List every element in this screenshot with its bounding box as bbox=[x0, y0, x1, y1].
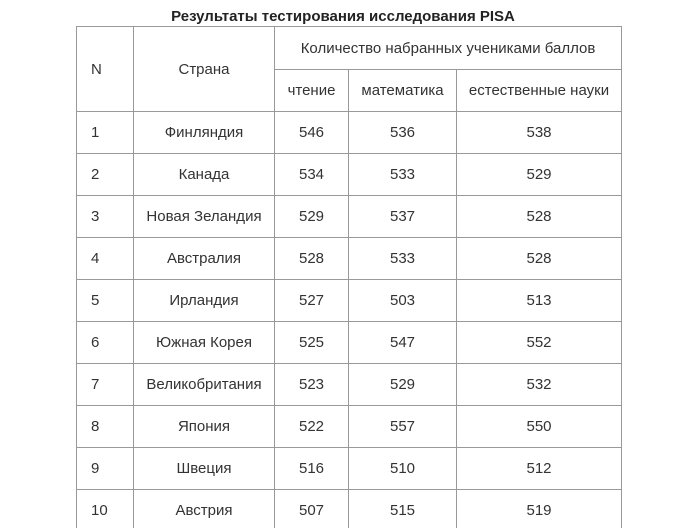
table-row bbox=[77, 238, 622, 280]
header-science: естественные науки bbox=[457, 70, 622, 112]
cell-science: 513 bbox=[457, 280, 622, 322]
cell-science: 550 bbox=[457, 406, 622, 448]
cell-country: Великобритания bbox=[134, 364, 275, 406]
cell-science: 529 bbox=[457, 154, 622, 196]
cell-number: 10 bbox=[77, 490, 134, 528]
cell-number: 9 bbox=[77, 448, 134, 490]
cell-science: 532 bbox=[457, 364, 622, 406]
header-reading: чтение bbox=[275, 70, 349, 112]
cell-reading: 546 bbox=[275, 112, 349, 154]
cell-country: Канада bbox=[134, 154, 275, 196]
table-row bbox=[77, 448, 622, 490]
table-row bbox=[77, 280, 622, 322]
cell-reading: 534 bbox=[275, 154, 349, 196]
header-number: N bbox=[77, 27, 134, 112]
header-score-group: Количество набранных учениками баллов bbox=[275, 27, 622, 70]
header-row-top bbox=[77, 27, 622, 70]
table-row bbox=[77, 322, 622, 364]
cell-country: Финляндия bbox=[134, 112, 275, 154]
cell-science: 519 bbox=[457, 490, 622, 528]
table-row bbox=[77, 406, 622, 448]
cell-science: 552 bbox=[457, 322, 622, 364]
cell-reading: 527 bbox=[275, 280, 349, 322]
cell-science: 512 bbox=[457, 448, 622, 490]
cell-number: 4 bbox=[77, 238, 134, 280]
table-title: Результаты тестирования исследования PISA bbox=[171, 8, 515, 25]
cell-math: 536 bbox=[349, 112, 457, 154]
cell-reading: 507 bbox=[275, 490, 349, 528]
cell-reading: 522 bbox=[275, 406, 349, 448]
table-row bbox=[77, 154, 622, 196]
cell-number: 8 bbox=[77, 406, 134, 448]
cell-country: Австрия bbox=[134, 490, 275, 528]
header-country: Страна bbox=[134, 27, 275, 112]
cell-reading: 529 bbox=[275, 196, 349, 238]
cell-number: 5 bbox=[77, 280, 134, 322]
cell-number: 1 bbox=[77, 112, 134, 154]
cell-reading: 523 bbox=[275, 364, 349, 406]
cell-science: 528 bbox=[457, 238, 622, 280]
pisa-results-table bbox=[76, 26, 622, 528]
cell-reading: 528 bbox=[275, 238, 349, 280]
table-row bbox=[77, 112, 622, 154]
header-math: математика bbox=[349, 70, 457, 112]
cell-country: Япония bbox=[134, 406, 275, 448]
table-row bbox=[77, 490, 622, 528]
cell-reading: 516 bbox=[275, 448, 349, 490]
cell-math: 529 bbox=[349, 364, 457, 406]
cell-science: 538 bbox=[457, 112, 622, 154]
table-row bbox=[77, 196, 622, 238]
cell-number: 3 bbox=[77, 196, 134, 238]
cell-math: 510 bbox=[349, 448, 457, 490]
cell-country: Австралия bbox=[134, 238, 275, 280]
cell-number: 7 bbox=[77, 364, 134, 406]
cell-math: 533 bbox=[349, 154, 457, 196]
cell-reading: 525 bbox=[275, 322, 349, 364]
cell-math: 547 bbox=[349, 322, 457, 364]
cell-country: Новая Зеландия bbox=[134, 196, 275, 238]
cell-science: 528 bbox=[457, 196, 622, 238]
cell-country: Швеция bbox=[134, 448, 275, 490]
cell-number: 6 bbox=[77, 322, 134, 364]
cell-country: Ирландия bbox=[134, 280, 275, 322]
cell-number: 2 bbox=[77, 154, 134, 196]
cell-math: 537 bbox=[349, 196, 457, 238]
table-row bbox=[77, 364, 622, 406]
cell-math: 533 bbox=[349, 238, 457, 280]
cell-math: 515 bbox=[349, 490, 457, 528]
cell-math: 503 bbox=[349, 280, 457, 322]
cell-country: Южная Корея bbox=[134, 322, 275, 364]
cell-math: 557 bbox=[349, 406, 457, 448]
